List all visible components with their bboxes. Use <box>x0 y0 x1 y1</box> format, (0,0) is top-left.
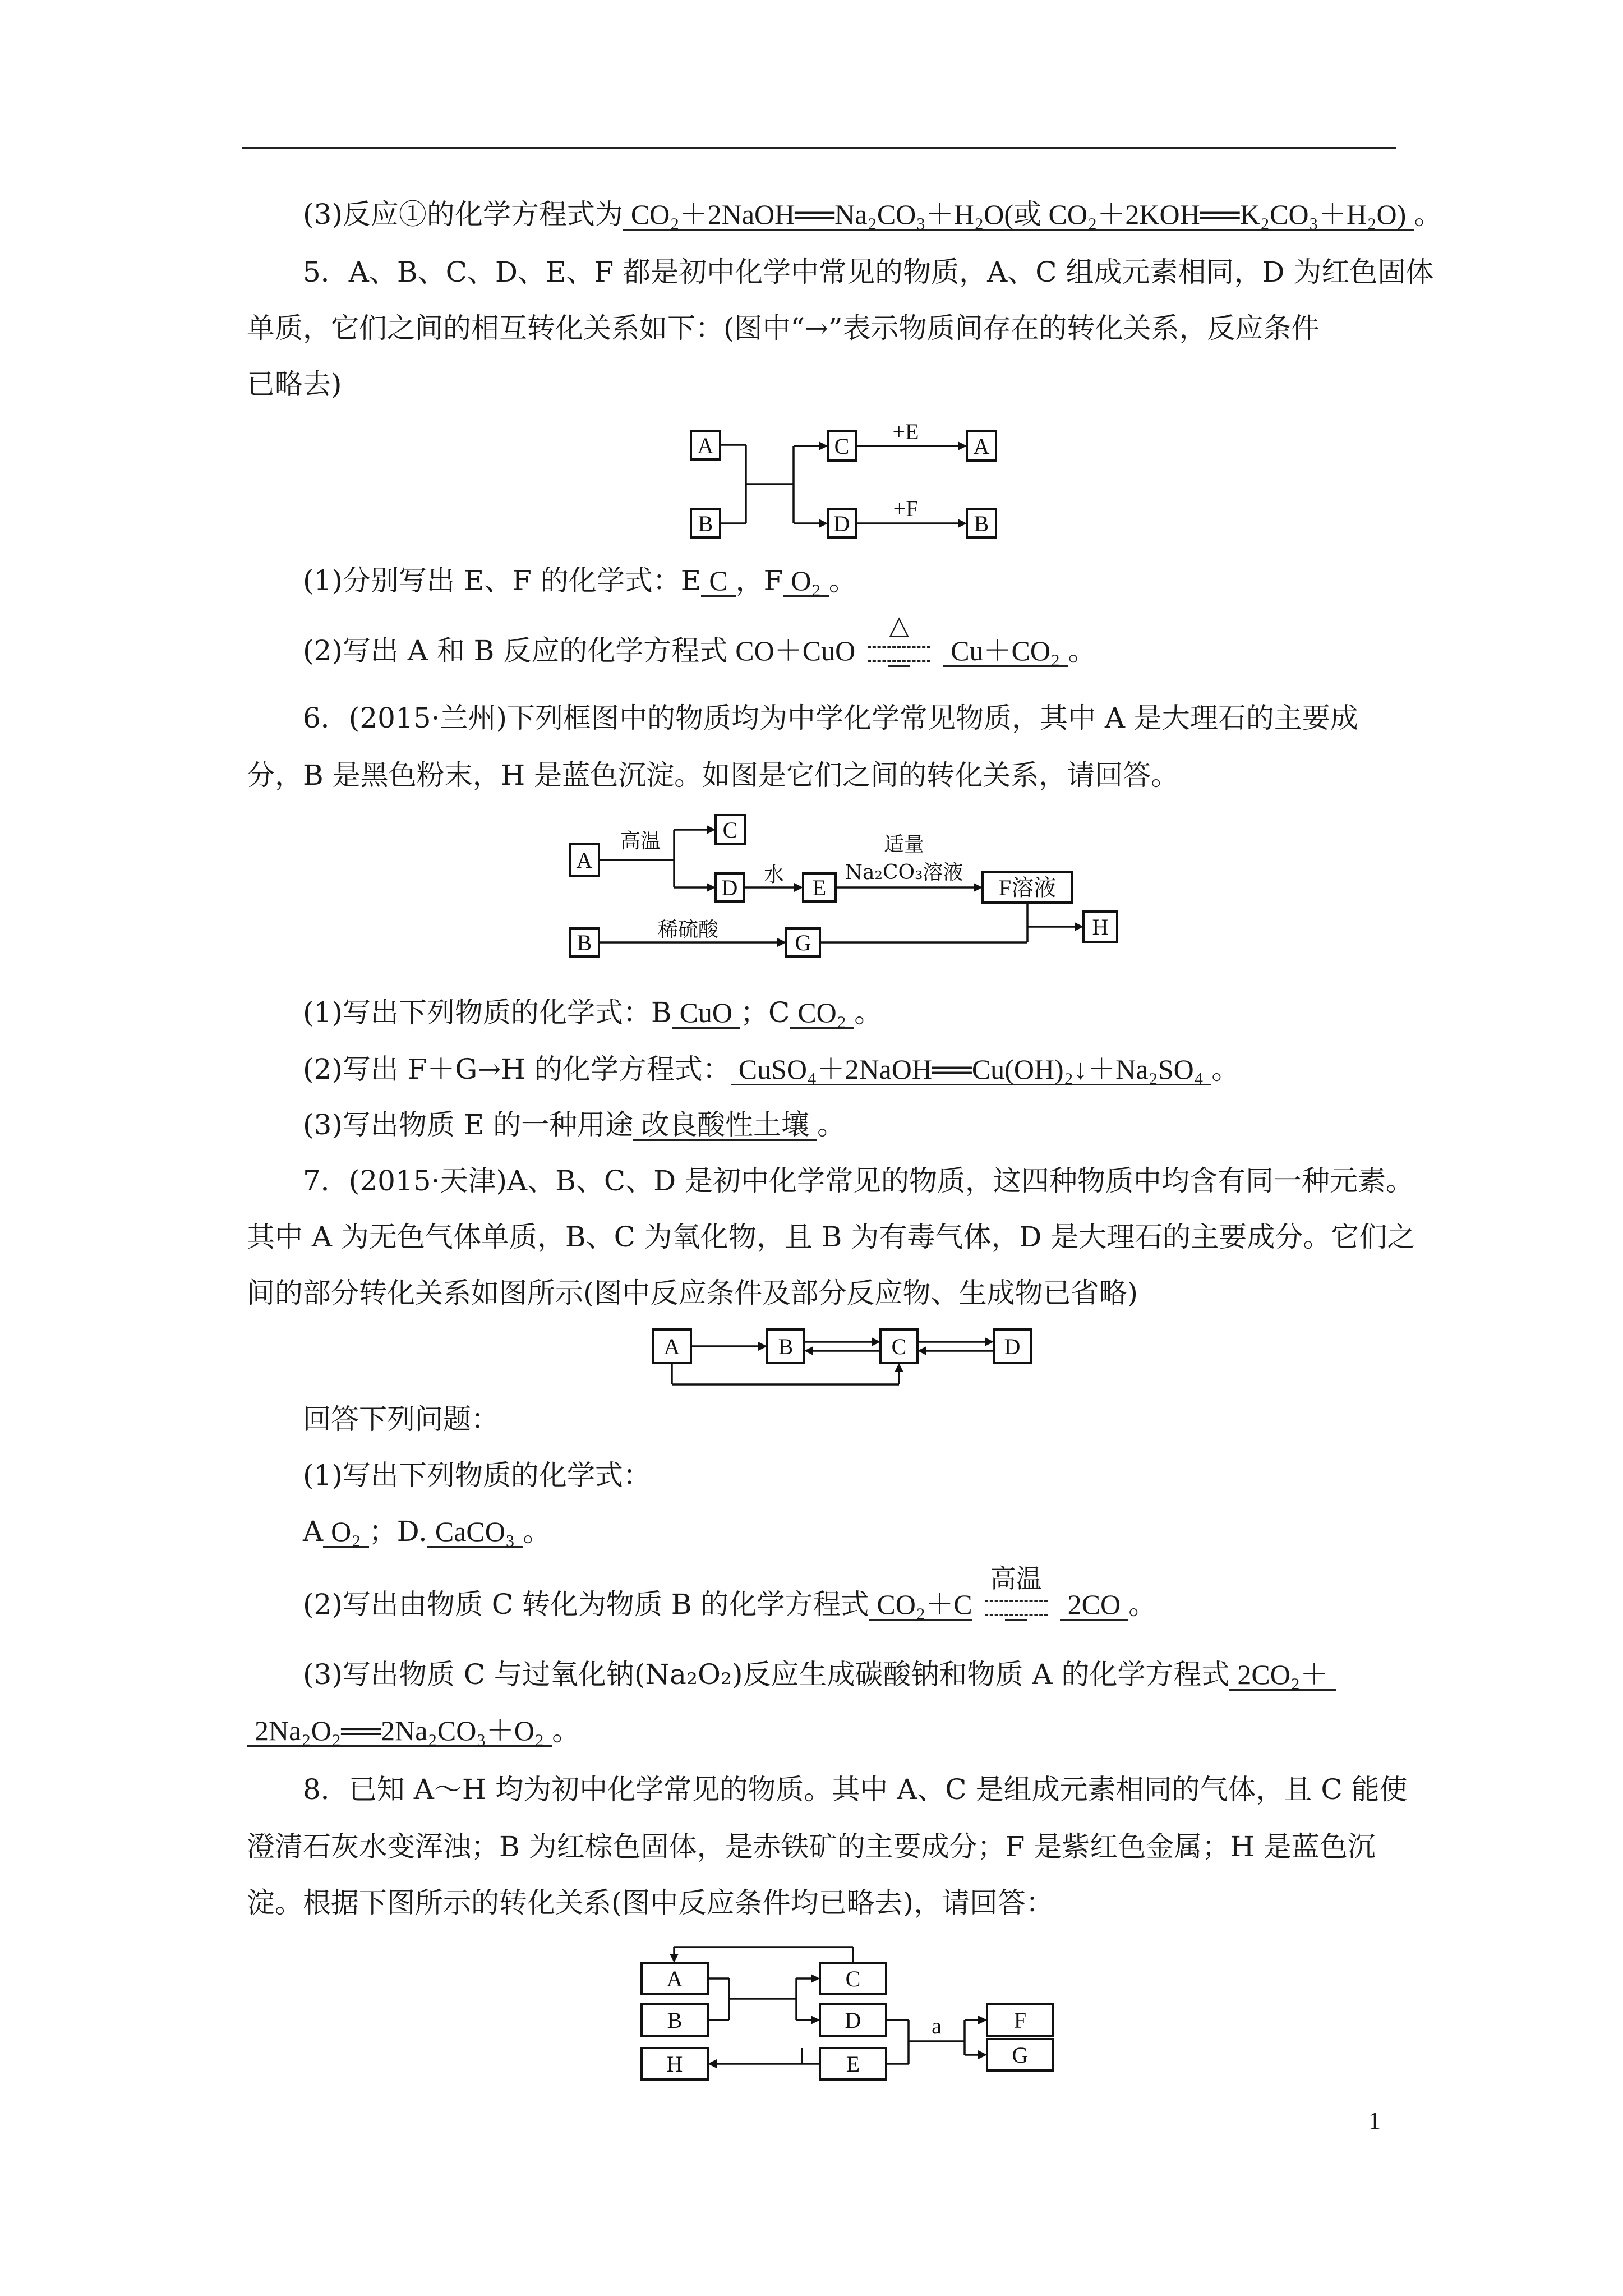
page-number: 1 <box>1368 2107 1381 2134</box>
q6-label-g: G <box>795 930 811 955</box>
q5-stem-line3: 已略去) <box>247 368 342 401</box>
q6-part3: (3)写出物质 E 的一种用途 改良酸性土壤 。 <box>303 1108 846 1141</box>
q5-label-b2: B <box>974 511 989 536</box>
q4-part3: (3)反应①的化学方程式为 CO₂＋2NaOH══Na₂CO₃＋H₂O(或 CO₂＋2KOH══K₂CO₃＋H₂O) 。 <box>303 198 1442 231</box>
q8-stem-line2: 澄清石灰水变浑浊；B 为红棕色固体，是赤铁矿的主要成分；F 是紫红色金属；H 是蓝色沉 <box>247 1830 1376 1863</box>
q5-label-plus-e: +E <box>892 419 919 444</box>
q5-label-d: D <box>833 511 850 536</box>
q5-stem-line1: 5．A、B、C、D、E、F 都是初中化学中常见的物质，A、C 组成元素相同，D 为红色固体 <box>303 256 1434 288</box>
q6-cond-gaowen: 高温 <box>620 830 661 853</box>
q6-label-b: B <box>577 930 592 955</box>
q5-heating-equals: △ <box>865 634 933 668</box>
q5-part1: (1)分别写出 E、F 的化学式：E C ，F O₂ 。 <box>303 564 857 597</box>
q7-diagram <box>651 1323 1043 1396</box>
q8-stem-line1: 8．已知 A～H 均为初中化学常见的物质。其中 A、C 是组成元素相同的气体，且 C 能使 <box>303 1773 1408 1806</box>
q6-cond-xiliusuan: 稀硫酸 <box>657 918 719 941</box>
q5-label-a: A <box>697 433 714 458</box>
q6-stem-line1: 6．(2015·兰州)下列框图中的物质均为中学化学常见物质，其中 A 是大理石的主要成 <box>303 702 1358 734</box>
q6-cond-shui: 水 <box>763 863 785 886</box>
q7-label-a: A <box>663 1334 680 1359</box>
q5-label-a2: A <box>973 434 990 459</box>
q8-label-f: F <box>1013 2008 1027 2033</box>
q7-diagram-svg <box>651 1323 1043 1396</box>
q7-ask: 回答下列问题： <box>303 1403 499 1435</box>
q5-part2: (2)写出 A 和 B 反应的化学方程式 CO＋CuO △ Cu＋CO₂ 。 <box>303 610 1096 667</box>
q8-label-g: G <box>1012 2042 1029 2068</box>
q5-diagram <box>690 418 1038 553</box>
q6-stem-line2: 分，B 是黑色粉末，H 是蓝色沉淀。如图是它们之间的转化关系，请回答。 <box>247 759 1179 792</box>
q5-answer-f: O₂ <box>783 566 829 597</box>
q7-part1-answers: A O₂ ；D. CaCO₃ 。 <box>303 1515 551 1548</box>
q6-answer-c: CO₂ <box>790 998 854 1029</box>
q8-label-h: H <box>666 2051 683 2077</box>
q7-stem-line2: 其中 A 为无色气体单质，B、C 为氧化物，且 B 为有毒气体，D 是大理石的主要成分。它们之 <box>247 1221 1415 1253</box>
q8-diagram-svg <box>634 1938 1060 2090</box>
q6-cond-shiliang: 适量 <box>883 833 925 856</box>
q5-answer-e: C <box>701 566 735 597</box>
q7-high-temp-equals: 高温 <box>983 1588 1050 1621</box>
q7-answer-part3-b: 2Na₂O₂══2Na₂CO₃＋O₂ <box>247 1716 552 1747</box>
q7-stem-line1: 7．(2015·天津)A、B、C、D 是初中化学常见的物质，这四种物质中均含有同一种元素。 <box>303 1165 1414 1197</box>
q6-label-e: E <box>812 875 827 900</box>
q8-diagram <box>634 1938 1060 2090</box>
q5-label-c: C <box>834 434 850 459</box>
q8-label-a: A <box>666 1966 683 1991</box>
q8-stem-line3: 淀。根据下图所示的转化关系(图中反应条件均已略去)，请回答： <box>247 1887 1054 1919</box>
q6-label-d: D <box>721 875 738 900</box>
q4-part3-answer: CO₂＋2NaOH══Na₂CO₃＋H₂O(或 CO₂＋2KOH══K₂CO₃＋H₂O) <box>623 200 1414 231</box>
q6-label-c: C <box>722 817 738 843</box>
q7-label-d: D <box>1004 1334 1021 1359</box>
q6-cond-na2co3: Na₂CO₃溶液 <box>845 861 963 884</box>
q6-label-f: F溶液 <box>998 875 1057 900</box>
q5-label-b: B <box>698 511 713 536</box>
q6-answer-b: CuO <box>672 998 740 1029</box>
q7-answer-part3-a: 2CO₂＋ <box>1229 1660 1336 1691</box>
q8-label-d: D <box>845 2008 861 2033</box>
q7-stem-line3: 间的部分转化关系如图所示(图中反应条件及部分反应物、生成物已省略) <box>247 1277 1138 1309</box>
header-rule <box>242 147 1396 149</box>
q6-part2: (2)写出 F＋G→H 的化学方程式： CuSO₄＋2NaOH══Cu(OH)₂↓＋Na₂SO₄ 。 <box>303 1053 1240 1085</box>
q7-part3-cont: 2Na₂O₂══2Na₂CO₃＋O₂ 。 <box>247 1714 1396 1747</box>
q6-label-a: A <box>576 848 593 873</box>
q7-label-b: B <box>778 1334 794 1359</box>
q6-diagram <box>568 811 1134 973</box>
q7-answer-d: CaCO₃ <box>427 1517 523 1548</box>
q6-label-h: H <box>1092 914 1109 940</box>
q6-answer-equation: CuSO₄＋2NaOH══Cu(OH)₂↓＋Na₂SO₄ <box>731 1055 1211 1085</box>
q5-stem-line2: 单质，它们之间的相互转化关系如下：(图中“→”表示物质间存在的转化关系，反应条件 <box>247 312 1320 344</box>
q8-label-e: E <box>846 2051 860 2077</box>
q7-part3: (3)写出物质 C 与过氧化钠(Na₂O₂)反应生成碳酸钠和物质 A 的化学方程式 2CO₂＋ <box>303 1658 1453 1691</box>
q7-part2: (2)写出由物质 C 转化为物质 B 的化学方程式 CO₂＋C 高温 2CO 。 <box>303 1563 1157 1621</box>
q6-diagram-svg <box>568 811 1134 973</box>
q8-label-b: B <box>667 2008 683 2033</box>
q8-label-a-reagent: a <box>932 2013 942 2039</box>
q7-label-c: C <box>891 1334 907 1359</box>
q7-part1: (1)写出下列物质的化学式： <box>303 1459 651 1492</box>
q5-diagram-svg <box>690 418 1038 553</box>
q5-label-plus-f: +F <box>893 496 919 521</box>
q6-part1: (1)写出下列物质的化学式：B CuO ；C CO₂ 。 <box>303 996 883 1029</box>
q7-answer-a: O₂ <box>323 1517 369 1548</box>
q8-label-c: C <box>845 1966 861 1991</box>
q6-answer-use: 改良酸性土壤 <box>633 1110 817 1141</box>
